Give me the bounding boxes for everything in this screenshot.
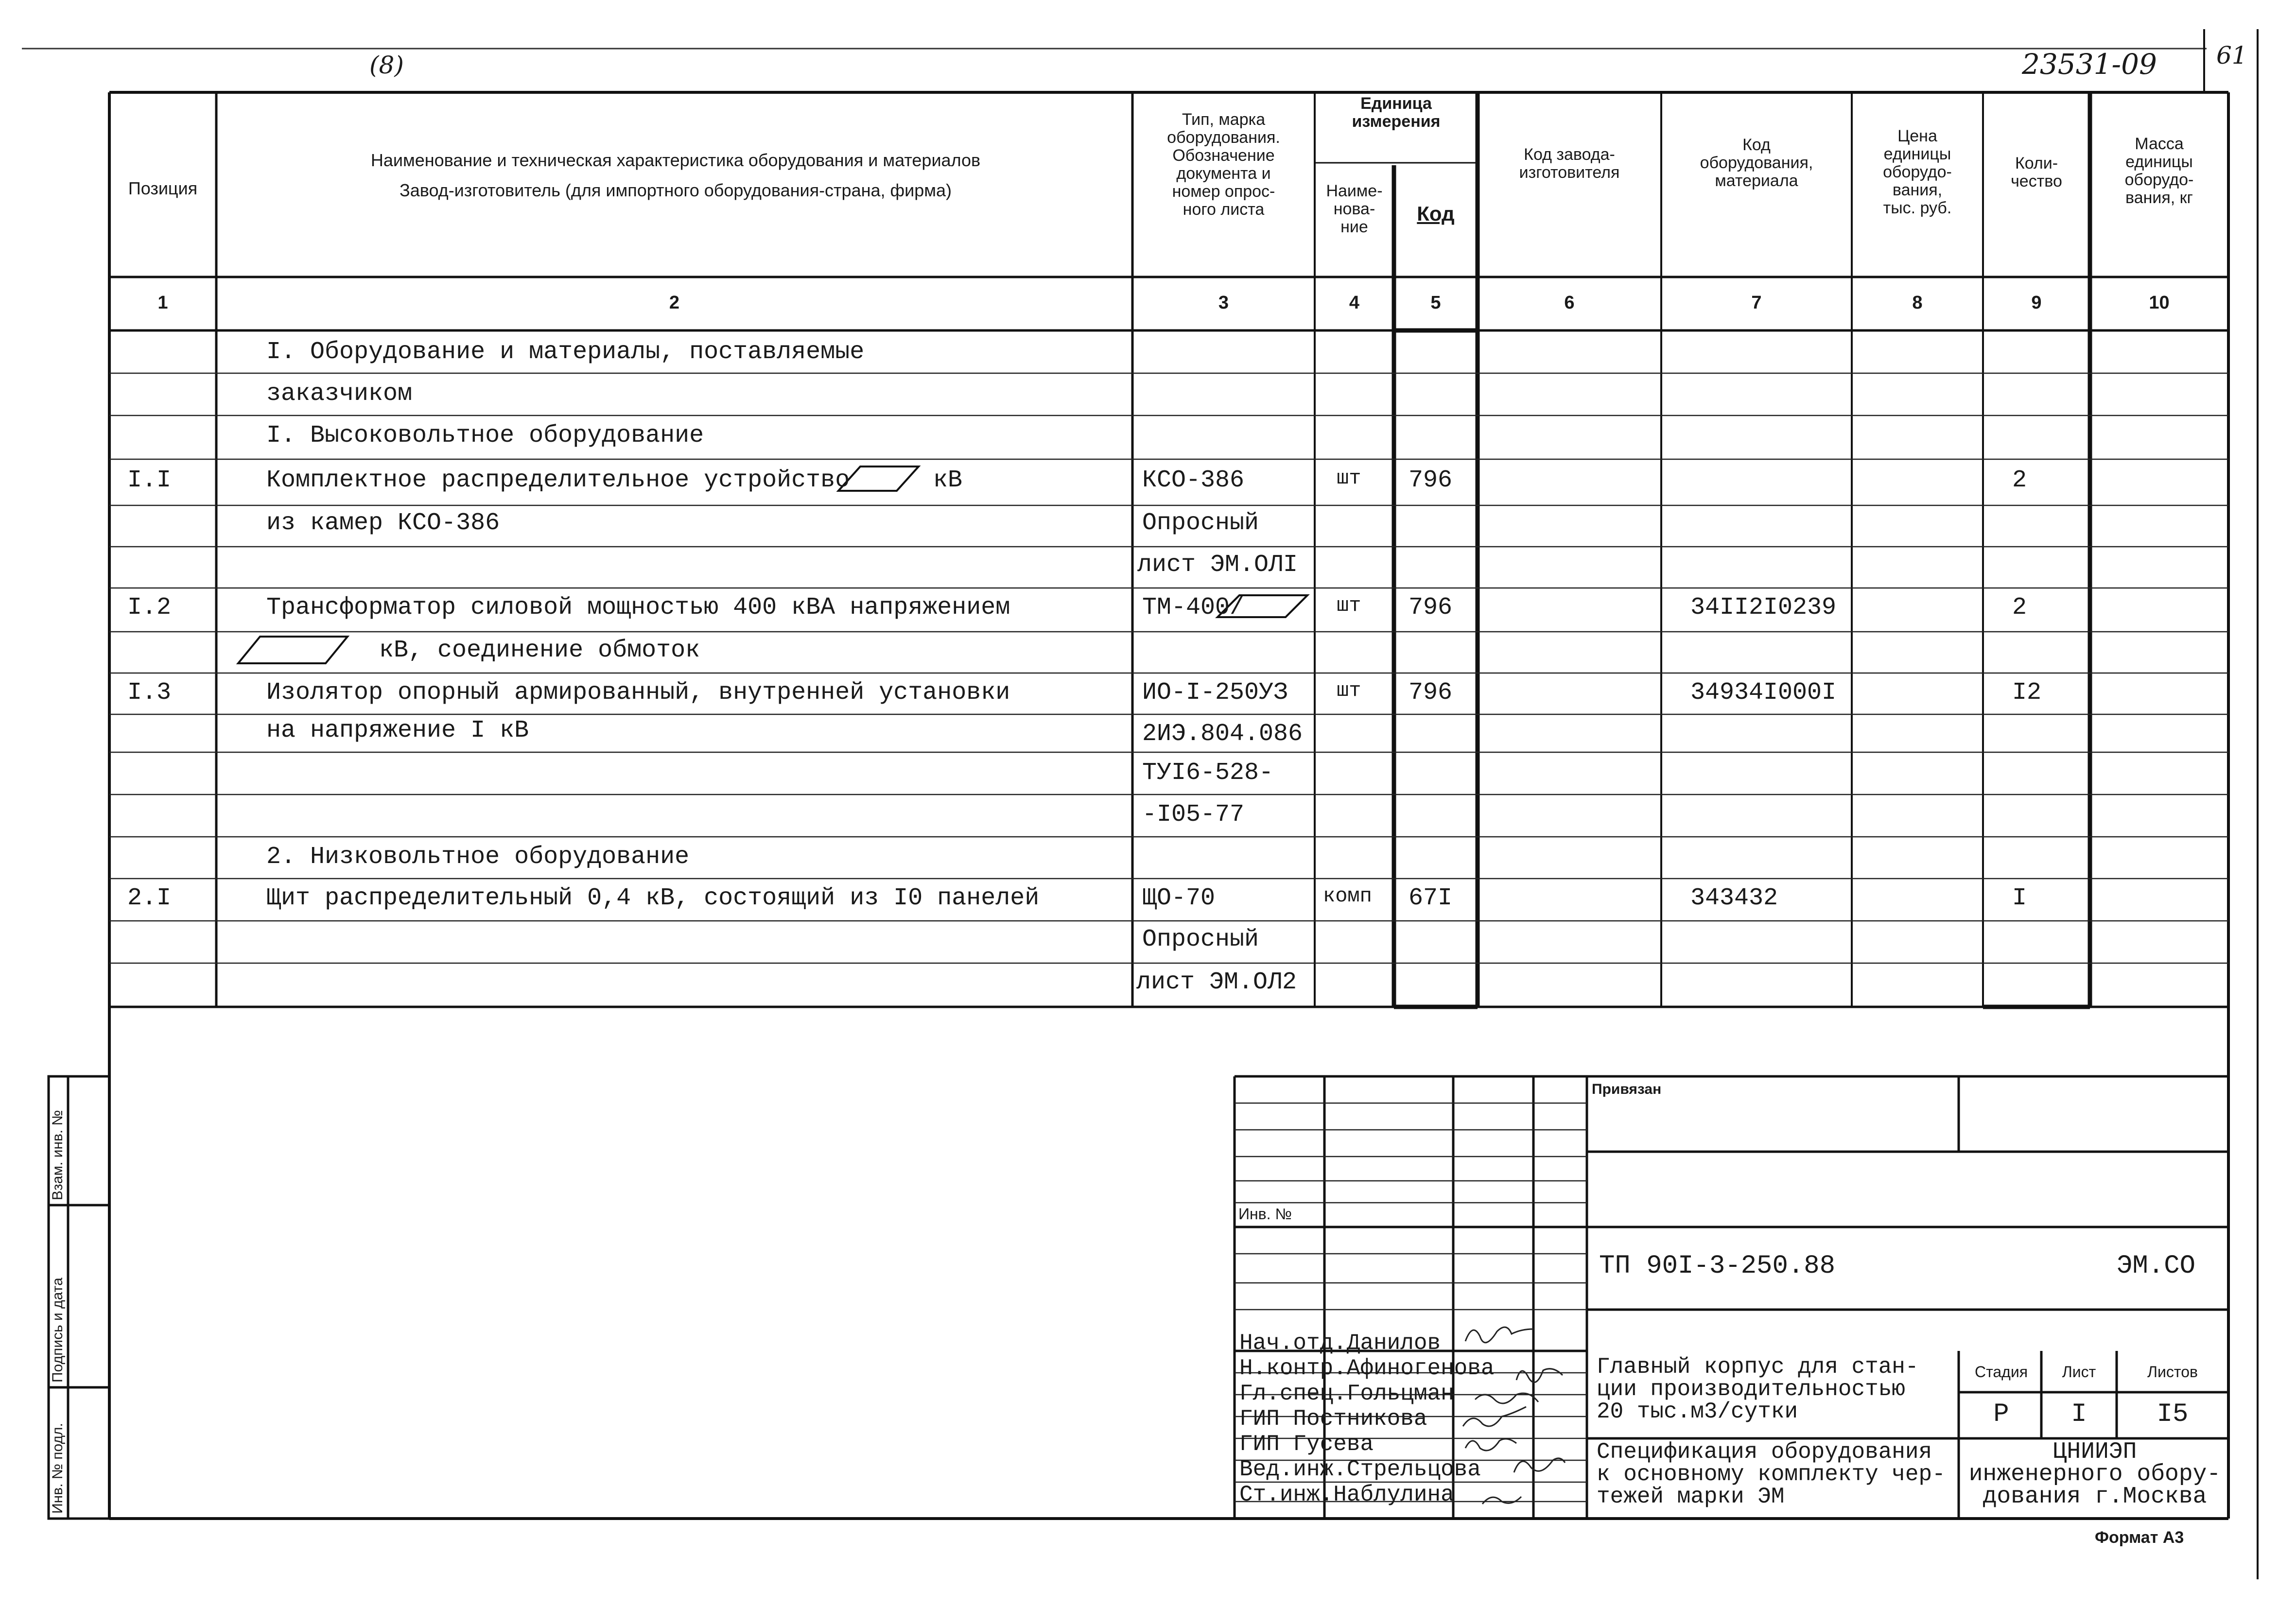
project-code: ТП 90I-3-250.88 [1599, 1251, 1836, 1281]
inv-no-label: Инв. № [1238, 1205, 1292, 1223]
table-row-code: 796 [1409, 467, 1453, 494]
paper-format: Формат А3 [2095, 1528, 2184, 1547]
table-row-type: ИО-I-250УЗ [1142, 679, 1288, 707]
col-name-header-line2: Завод-изготовитель (для импортного оборудования-страна, фирма) [399, 180, 952, 200]
table-row-equip-code: 343432 [1690, 884, 1778, 912]
table-row-name-tail: кВ [933, 467, 963, 494]
col-unit-code-header: Код [1417, 202, 1455, 225]
table-row-name: I. Оборудование и материалы, поставляемые [266, 338, 865, 366]
table-row-type: 2ИЭ.804.086 [1142, 720, 1303, 748]
stage-value: Р [1993, 1400, 2009, 1429]
staff-row: Гл.спец.Гольцман [1239, 1381, 1454, 1406]
col-unit-group-header: Единица измерения [1352, 94, 1441, 131]
sheets-label: Листов [2147, 1363, 2198, 1381]
col-number: 5 [1430, 293, 1441, 313]
table-row-type: Опросный [1142, 509, 1259, 537]
document-title: Спецификация оборудования к основному комплекту чер- тежей марки ЭМ [1597, 1439, 1946, 1509]
table-row-type: лист ЭМ.ОЛI [1137, 551, 1298, 579]
staff-row: Н.контр.Афиногенова [1239, 1356, 1495, 1381]
table-row-type: лист ЭМ.ОЛ2 [1136, 968, 1297, 996]
stage-label: Стадия [1974, 1363, 2028, 1381]
table-row-unit: шт [1337, 679, 1361, 702]
side-label-original-inv: Инв. № подл. [50, 1423, 66, 1514]
col-qty-header: Коли- чество [2011, 154, 2062, 190]
table-row-type: КСО-386 [1142, 467, 1245, 494]
table-row-qty: 2 [2012, 594, 2027, 622]
col-mass-header: Масса единицы оборудо- вания, кг [2124, 135, 2194, 207]
col-number: 1 [157, 293, 168, 313]
col-name-header-line1: Наименование и техническая характеристика оборудования и материалов [370, 150, 981, 170]
table-row-unit: комп [1323, 884, 1372, 908]
table-row-code: 67I [1409, 884, 1453, 912]
table-row-name: на напряжение I кВ [266, 717, 529, 744]
table-row-position: 2.I [127, 884, 172, 912]
table-row-position: I.I [127, 467, 172, 494]
table-row-unit: шт [1337, 594, 1361, 617]
staff-row: Ст.инж.Наблулина [1239, 1482, 1454, 1507]
col-type-header: Тип, марка оборудования. Обозначение документа и номер опрос- ного листа [1167, 110, 1280, 219]
col-price-header: Цена единицы оборудо- вания, тыс. руб. [1883, 127, 1952, 217]
table-row-type: ТМ-400/ [1142, 594, 1245, 622]
object-name: Главный корпус для стан- ции производительностью 20 тыс.м3/сутки [1597, 1354, 1919, 1424]
col-number: 6 [1564, 293, 1575, 313]
table-row-position: I.3 [127, 679, 172, 707]
col-number: 4 [1349, 293, 1360, 313]
staff-row: Нач.отд.Данилов [1239, 1331, 1441, 1356]
col-number: 3 [1218, 293, 1229, 313]
table-row-qty: I [2012, 884, 2027, 912]
staff-row: ГИП Постникова [1239, 1406, 1427, 1432]
col-unit-name-header: Наиме- нова- ние [1326, 182, 1383, 236]
table-row-name: Щит распределительный 0,4 кВ, состоящий из I0 панелей [266, 884, 1040, 912]
table-row-name: кВ, соединение обмоток [379, 637, 700, 664]
table-row-position: I.2 [127, 594, 172, 622]
table-row-unit: шт [1337, 467, 1361, 490]
sheets-value: I5 [2157, 1400, 2189, 1429]
table-row-name: I. Высоковольтное оборудование [266, 422, 704, 449]
side-label-replace-inv: Взам. инв. № [50, 1110, 66, 1200]
table-row-name: заказчиком [266, 380, 413, 408]
col-number: 9 [2031, 293, 2042, 313]
staff-row: ГИП Гусева [1239, 1432, 1374, 1457]
table-row-type: Опросный [1142, 926, 1259, 953]
table-row-type: ЩО-70 [1142, 884, 1216, 912]
table-row-code: 796 [1409, 594, 1453, 622]
table-row-equip-code: 34934I000I [1690, 679, 1837, 707]
col-factory-code-header: Код завода- изготовителя [1519, 145, 1620, 182]
side-label-signature-date: Подпись и дата [50, 1278, 66, 1382]
col-position-header: Позиция [128, 178, 198, 198]
sheet-value: I [2071, 1400, 2087, 1429]
table-row-type: ТУI6-528- [1142, 759, 1274, 787]
sheet-mark: ЭМ.СО [2117, 1251, 2196, 1281]
table-row-name: Комплектное распределительное устройство [266, 467, 850, 494]
col-number: 8 [1912, 293, 1923, 313]
col-number: 2 [669, 293, 680, 313]
top-mark: (8) [369, 51, 404, 79]
doc-number: 23531-09 [2022, 48, 2157, 81]
privyazan-label: Привязан [1592, 1081, 1662, 1097]
staff-row: Вед.инж.Стрельцова [1239, 1457, 1481, 1482]
table-row-name: 2. Низковольтное оборудование [266, 843, 690, 871]
table-row-name: Изолятор опорный армированный, внутренней установки [266, 679, 1010, 707]
col-equip-code-header: Код оборудования, материала [1700, 136, 1813, 190]
table-row-name: Трансформатор силовой мощностью 400 кВА напряжением [266, 594, 1010, 622]
table-row-qty: I2 [2012, 679, 2042, 707]
staff-list [1239, 1331, 1495, 1507]
page-corner: 61 [2216, 41, 2247, 69]
organization: ЦНИИЭП инженерного обору- дования г.Москва [1968, 1439, 2221, 1510]
table-row-name: из камер КСО-386 [266, 509, 500, 537]
table-row-equip-code: 34II2I0239 [1690, 594, 1837, 622]
col-number: 10 [2149, 293, 2170, 313]
table-row-code: 796 [1409, 679, 1453, 707]
table-row-qty: 2 [2012, 467, 2027, 494]
col-number: 7 [1751, 293, 1762, 313]
table-row-type: -I05-77 [1142, 801, 1245, 829]
sheet-label: Лист [2062, 1363, 2096, 1381]
